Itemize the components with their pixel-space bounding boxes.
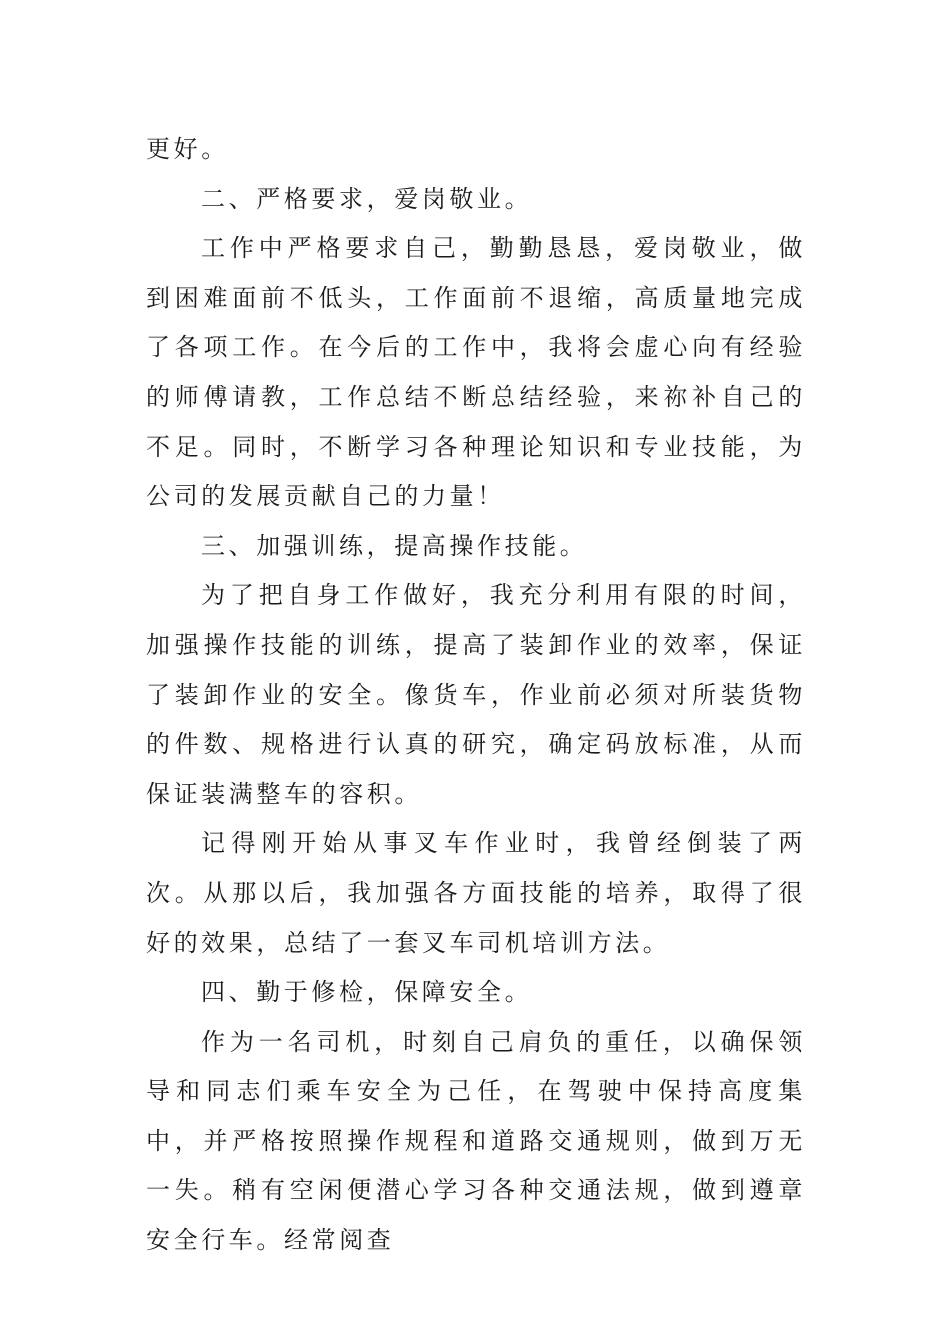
document-body xyxy=(146,125,806,1266)
section-heading-3: 三、加强训练，提高操作技能。 xyxy=(201,531,588,560)
section-heading-2: 二、严格要求，爱岗敬业。 xyxy=(201,184,533,213)
paragraph: 为了把自身工作做好，我充分利用有限的时间，加强操作技能的训练，提高了装卸作业的效率，保证了装卸作业的安全。像货车，作业前必须对所装货物的件数、规格进行认真的研究，确定码放标准，从而保证装满整车的容积。 xyxy=(146,581,806,808)
paragraph-continuation: 更好。 xyxy=(146,135,229,163)
paragraph: 工作中严格要求自己，勤勤恳恳，爱岗敬业，做到困难面前不低头，工作面前不退缩，高质量地完成了各项工作。在今后的工作中，我将会虚心向有经验的师傅请教，工作总结不断总结经验，来祢补自己的不足。同时，不断学习各种理论知识和专业技能，为公司的发展贡献自己的力量！ xyxy=(146,234,806,511)
paragraph: 作为一名司机，时刻自己肩负的重任，以确保领导和同志们乘车安全为己任，在驾驶中保持高度集中，并严格按照操作规程和道路交通规则，做到万无一失。稍有空闲便潜心学习各种交通法规，做到遵章安全行车。经常阅查 xyxy=(146,1027,806,1255)
paragraph: 记得刚开始从事叉车作业时，我曾经倒装了两次。从那以后，我加强各方面技能的培养，取得了很好的效果，总结了一套叉车司机培训方法。 xyxy=(146,829,806,957)
section-heading-4: 四、勤于修检，保障安全。 xyxy=(201,978,533,1007)
